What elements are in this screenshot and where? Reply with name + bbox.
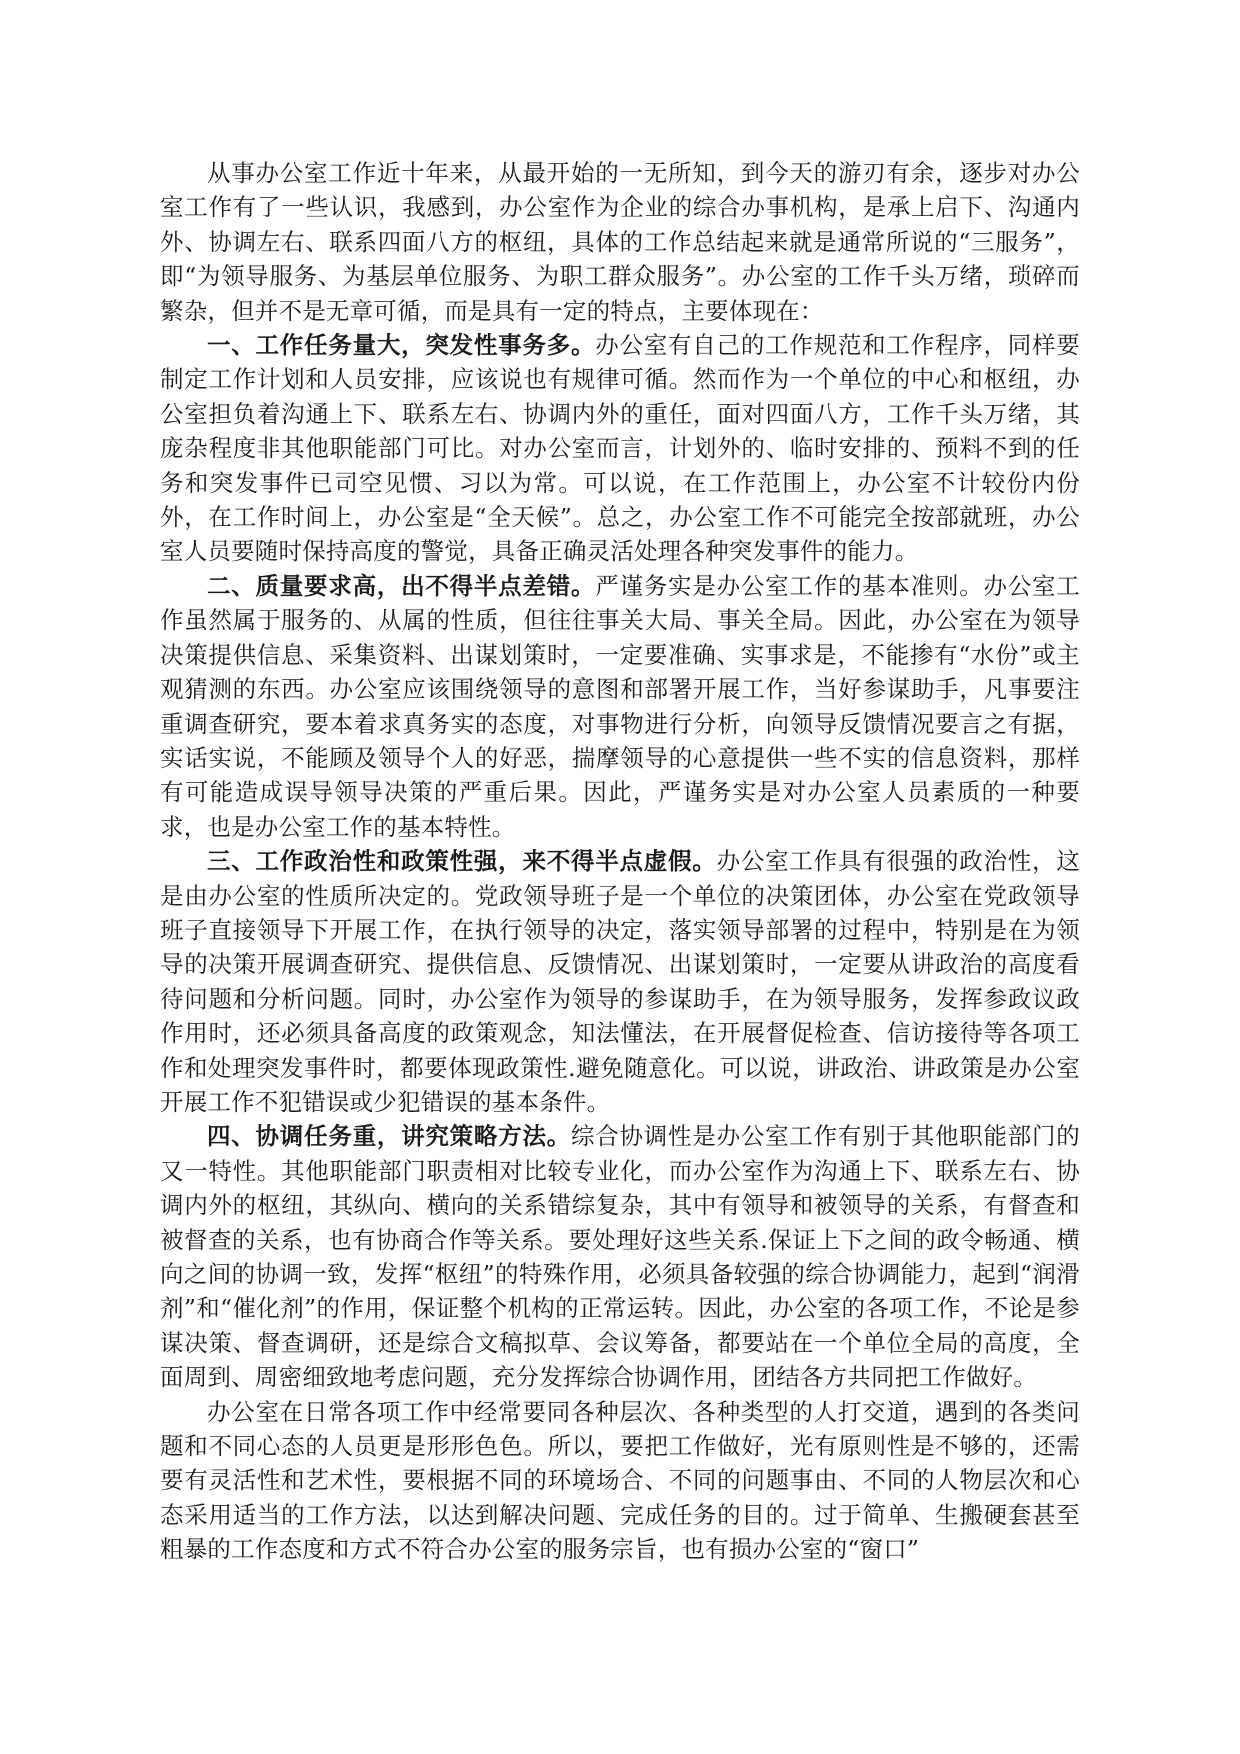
paragraph-point-2 xyxy=(160,569,1080,844)
paragraph-text: 办公室有自己的工作规范和工作程序，同样要制定工作计划和人员安排，应该说也有规律可循。然而作为一个单位的中心和枢纽，办公室担负着沟通上下、联系左右、协调内外的重任，面对四面八方，工作千头万绪，其庞杂程度非其他职能部门可比。对办公室而言，计划外的、临时安排的、预料不到的任务和突发事件已司空见惯、习以为常。可以说，在工作范围上，办公室不计较份内份外，在工作时间上，办公室是“全天候”。总之，办公室工作不可能完全按部就班，办公室人员要随时保持高度的警觉，具备正确灵活处理各种突发事件的能力。 xyxy=(160,331,1080,566)
paragraph-closing xyxy=(160,1395,1080,1567)
paragraph-text: 办公室在日常各项工作中经常要同各种层次、各种类型的人打交道，遇到的各类问题和不同心态的人员更是形形色色。所以，要把工作做好，光有原则性是不够的，还需要有灵活性和艺术性，要根据不同的环境场合、不同的问题事由、不同的人物层次和心态采用适当的工作方法，以达到解决问题、完成任务的目的。过于简单、生搬硬套甚至粗暴的工作态度和方式不符合办公室的服务宗旨，也有损办公室的“窗口” xyxy=(160,1397,1080,1564)
paragraph-intro xyxy=(160,156,1080,328)
paragraph-point-3 xyxy=(160,844,1080,1119)
paragraph-heading: 三、工作政治性和政策性强，来不得半点虚假。 xyxy=(207,847,717,876)
paragraph-text: 从事办公室工作近十年来，从最开始的一无所知，到今天的游刃有余，逐步对办公室工作有了一些认识，我感到，办公室作为企业的综合办事机构，是承上启下、沟通内外、协调左右、联系四面八方的枢纽，具体的工作总结起来就是通常所说的“三服务”，即“为领导服务、为基层单位服务、为职工群众服务”。办公室的工作千头万绪，琐碎而繁杂，但并不是无章可循，而是具有一定的特点，主要体现在： xyxy=(160,159,1080,325)
paragraph-point-1 xyxy=(160,328,1080,569)
paragraph-heading: 二、质量要求高，出不得半点差错。 xyxy=(207,571,596,600)
paragraph-heading: 一、工作任务量大，突发性事务多。 xyxy=(207,331,596,360)
paragraph-text: 办公室工作具有很强的政治性，这是由办公室的性质所决定的。党政领导班子是一个单位的决策团体，办公室在党政领导班子直接领导下开展工作，在执行领导的决定，落实领导部署的过程中，特别是在为领导的决策开展调查研究、提供信息、反馈情况、出谋划策时，一定要从讲政治的高度看待问题和分析问题。同时，办公室作为领导的参谋助手，在为领导服务，发挥参政议政作用时，还必须具备高度的政策观念，知法懂法，在开展督促检查、信访接待等各项工作和处理突发事件时，都要体现政策性.避免随意化。可以说，讲政治、讲政策是办公室开展工作不犯错误或少犯错误的基本条件。 xyxy=(160,847,1080,1116)
paragraph-text: 严谨务实是办公室工作的基本准则。办公室工作虽然属于服务的、从属的性质，但往往事关大局、事关全局。因此，办公室在为领导决策提供信息、采集资料、出谋划策时，一定要准确、实事求是，不能掺有“水份”或主观猜测的东西。办公室应该围绕领导的意图和部署开展工作，当好参谋助手，凡事要注重调查研究，要本着求真务实的态度，对事物进行分析，向领导反馈情况要言之有据，实话实说，不能顾及领导个人的好恶，揣摩领导的心意提供一些不实的信息资料，那样有可能造成误导领导决策的严重后果。因此，严谨务实是对办公室人员素质的一种要求，也是办公室工作的基本特性。 xyxy=(160,571,1080,841)
paragraph-heading: 四、协调任务重，讲究策略方法。 xyxy=(207,1122,571,1151)
paragraph-point-4 xyxy=(160,1119,1080,1394)
paragraph-text: 综合协调性是办公室工作有别于其他职能部门的又一特性。其他职能部门职责相对比较专业化，而办公室作为沟通上下、联系左右、协调内外的枢纽，其纵向、横向的关系错综复杂，其中有领导和被领导的关系，有督查和被督查的关系，也有协商合作等关系。要处理好这些关系.保证上下之间的政令畅通、横向之间的协调一致，发挥“枢纽”的特殊作用，必须具备较强的综合协调能力，起到“润滑剂”和“催化剂”的作用，保证整个机构的正常运转。因此，办公室的各项工作，不论是参谋决策、督查调研，还是综合文稿拟草、会议筹备，都要站在一个单位全局的高度，全面周到、周密细致地考虑问题，充分发挥综合协调作用，团结各方共同把工作做好。 xyxy=(160,1122,1080,1392)
